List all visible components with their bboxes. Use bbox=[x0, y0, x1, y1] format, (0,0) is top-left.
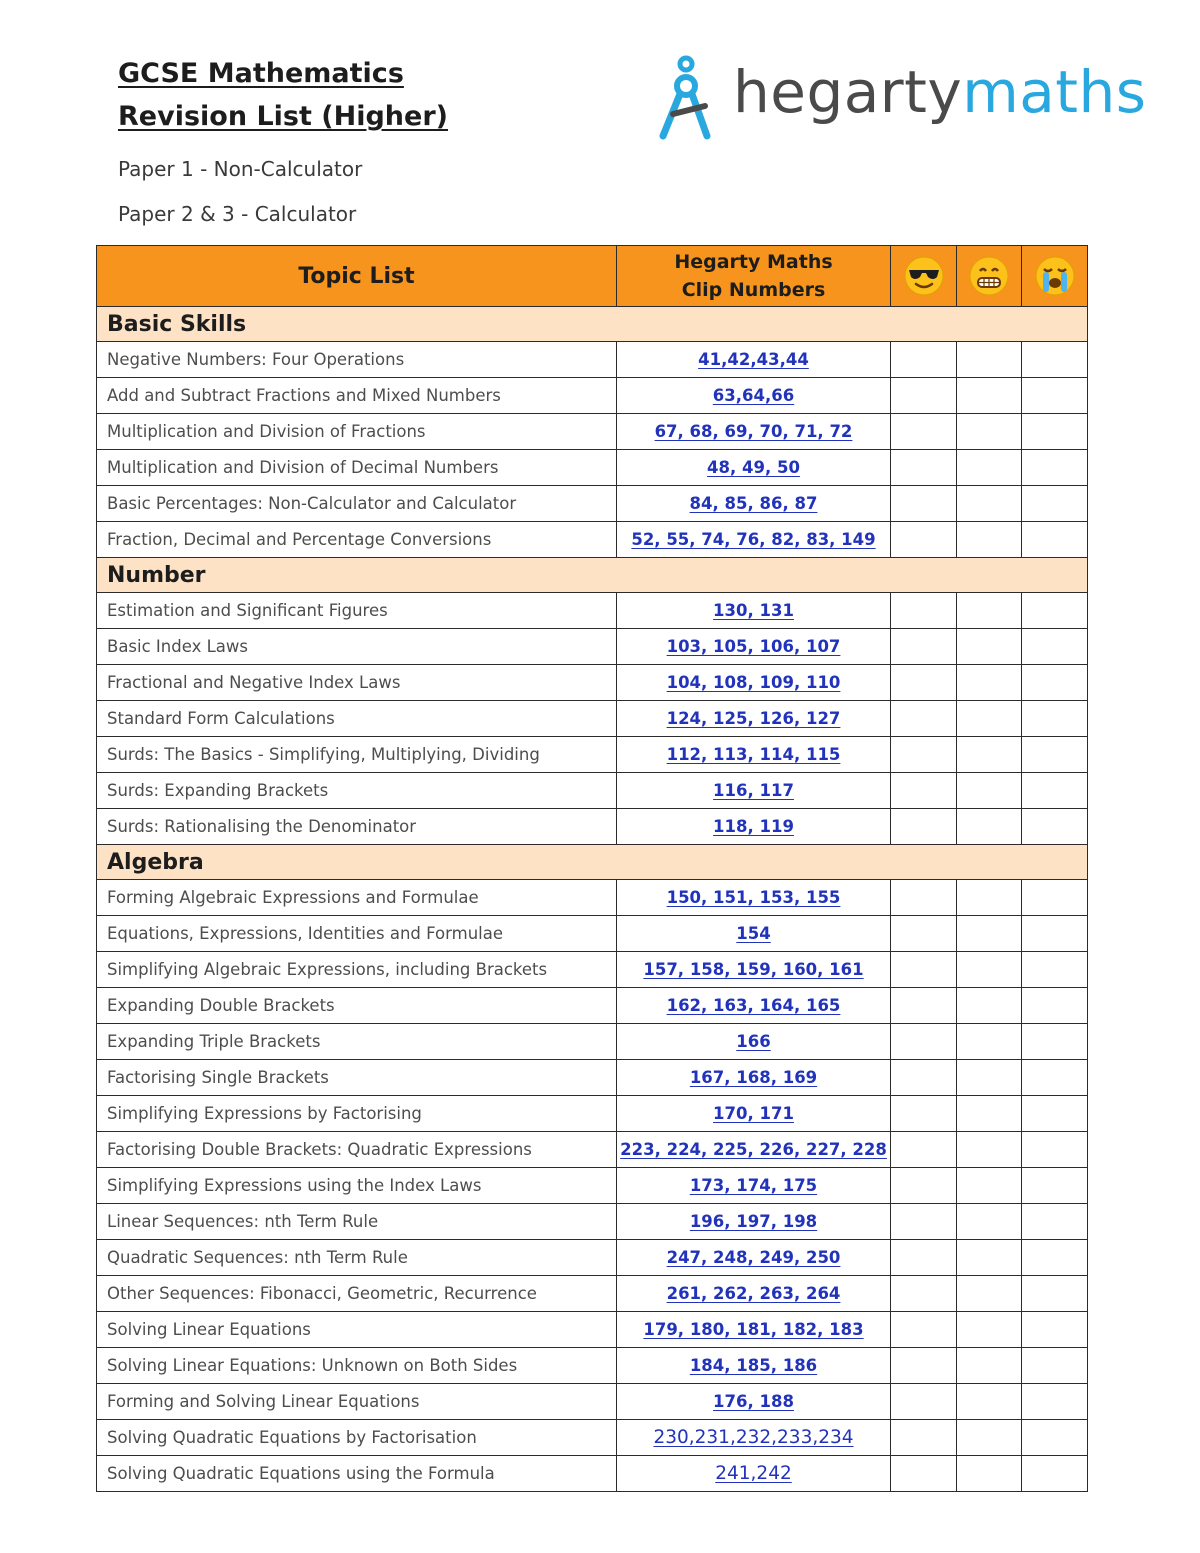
table-row bbox=[97, 1456, 1088, 1492]
clip-links[interactable]: 103, 105, 106, 107 bbox=[666, 637, 841, 656]
confident-checkbox-cell[interactable] bbox=[891, 916, 957, 952]
topic-list-header: Topic List bbox=[97, 246, 617, 307]
table-row bbox=[97, 378, 1088, 414]
topic-cell: Expanding Triple Brackets bbox=[97, 1024, 617, 1060]
clip-links[interactable]: 230,231,232,233,234 bbox=[653, 1427, 854, 1448]
clip-links[interactable]: 52, 55, 74, 76, 82, 83, 149 bbox=[631, 530, 876, 549]
confident-checkbox-cell[interactable] bbox=[891, 701, 957, 737]
unsure-checkbox-cell[interactable] bbox=[957, 809, 1022, 845]
struggling-checkbox-cell[interactable] bbox=[1022, 1060, 1088, 1096]
clip-links[interactable]: 118, 119 bbox=[713, 817, 794, 836]
confident-checkbox-cell[interactable] bbox=[891, 737, 957, 773]
clip-links[interactable]: 167, 168, 169 bbox=[689, 1068, 818, 1087]
clip-numbers-cell[interactable] bbox=[617, 629, 891, 665]
clip-links[interactable]: 176, 188 bbox=[713, 1392, 794, 1411]
table-row bbox=[97, 450, 1088, 486]
unsure-checkbox-cell[interactable] bbox=[957, 1420, 1022, 1456]
table-body bbox=[97, 307, 1088, 1492]
struggling-checkbox-cell[interactable] bbox=[1022, 1204, 1088, 1240]
table-row bbox=[97, 414, 1088, 450]
topic-cell: Simplifying Algebraic Expressions, including Brackets bbox=[97, 952, 617, 988]
topic-cell: Factorising Single Brackets bbox=[97, 1060, 617, 1096]
clip-links[interactable]: 154 bbox=[736, 924, 771, 943]
topic-cell: Standard Form Calculations bbox=[97, 701, 617, 737]
topic-cell: Other Sequences: Fibonacci, Geometric, Recurrence bbox=[97, 1276, 617, 1312]
clip-links[interactable]: 104, 108, 109, 110 bbox=[666, 673, 841, 692]
confident-checkbox-cell[interactable] bbox=[891, 1276, 957, 1312]
unsure-checkbox-cell[interactable] bbox=[957, 522, 1022, 558]
clip-links[interactable]: 124, 125, 126, 127 bbox=[666, 709, 841, 728]
confident-checkbox-cell[interactable] bbox=[891, 773, 957, 809]
struggling-checkbox-cell[interactable] bbox=[1022, 1240, 1088, 1276]
clip-links[interactable]: 48, 49, 50 bbox=[707, 458, 800, 477]
topic-cell: Basic Percentages: Non-Calculator and Calculator bbox=[97, 486, 617, 522]
table-row bbox=[97, 952, 1088, 988]
clip-links[interactable]: 130, 131 bbox=[713, 601, 794, 620]
clip-numbers-cell[interactable] bbox=[617, 1204, 891, 1240]
confident-checkbox-cell[interactable] bbox=[891, 665, 957, 701]
table-row bbox=[97, 665, 1088, 701]
topic-cell: Add and Subtract Fractions and Mixed Numbers bbox=[97, 378, 617, 414]
table-row bbox=[97, 1348, 1088, 1384]
clip-links[interactable]: 247, 248, 249, 250 bbox=[666, 1248, 841, 1267]
clip-header-line-2: Clip Numbers bbox=[681, 279, 826, 301]
section-heading: Number bbox=[97, 558, 1088, 593]
clip-links[interactable]: 261, 262, 263, 264 bbox=[666, 1284, 841, 1303]
unsure-checkbox-cell[interactable] bbox=[957, 952, 1022, 988]
clip-links[interactable]: 157, 158, 159, 160, 161 bbox=[643, 960, 864, 979]
clip-numbers-cell[interactable] bbox=[617, 737, 891, 773]
confident-checkbox-cell[interactable] bbox=[891, 378, 957, 414]
struggling-checkbox-cell[interactable] bbox=[1022, 1132, 1088, 1168]
table-row bbox=[97, 1024, 1088, 1060]
confident-checkbox-cell[interactable] bbox=[891, 1456, 957, 1492]
table-row bbox=[97, 988, 1088, 1024]
clip-numbers-cell[interactable] bbox=[617, 1240, 891, 1276]
clip-numbers-cell[interactable] bbox=[617, 486, 891, 522]
clip-links[interactable]: 179, 180, 181, 182, 183 bbox=[643, 1320, 864, 1339]
topic-cell: Solving Linear Equations: Unknown on Both Sides bbox=[97, 1348, 617, 1384]
clip-numbers-cell[interactable] bbox=[617, 1168, 891, 1204]
unsure-checkbox-cell[interactable] bbox=[957, 1456, 1022, 1492]
unsure-column-header bbox=[957, 246, 1022, 307]
clip-numbers-cell[interactable] bbox=[617, 593, 891, 629]
struggling-checkbox-cell[interactable] bbox=[1022, 450, 1088, 486]
clip-links[interactable]: 67, 68, 69, 70, 71, 72 bbox=[654, 422, 853, 441]
table-row bbox=[97, 1276, 1088, 1312]
clip-links[interactable]: 162, 163, 164, 165 bbox=[666, 996, 841, 1015]
topic-cell: Multiplication and Division of Decimal Numbers bbox=[97, 450, 617, 486]
clip-links[interactable]: 223, 224, 225, 226, 227, 228 bbox=[620, 1140, 887, 1159]
clip-numbers-cell[interactable] bbox=[617, 1420, 891, 1456]
confident-checkbox-cell[interactable] bbox=[891, 593, 957, 629]
table-row bbox=[97, 809, 1088, 845]
struggling-checkbox-cell[interactable] bbox=[1022, 522, 1088, 558]
paper-2-3-label: Paper 2 & 3 - Calculator bbox=[118, 202, 357, 226]
clip-numbers-cell[interactable] bbox=[617, 773, 891, 809]
struggling-checkbox-cell[interactable] bbox=[1022, 952, 1088, 988]
confident-checkbox-cell[interactable] bbox=[891, 952, 957, 988]
table-row bbox=[97, 1312, 1088, 1348]
compass-figure-icon bbox=[655, 52, 717, 140]
topic-cell: Equations, Expressions, Identities and Formulae bbox=[97, 916, 617, 952]
struggling-checkbox-cell[interactable] bbox=[1022, 1420, 1088, 1456]
hegartymaths-logo bbox=[655, 50, 1147, 142]
topic-cell: Forming and Solving Linear Equations bbox=[97, 1384, 617, 1420]
table-row bbox=[97, 522, 1088, 558]
clip-numbers-cell[interactable] bbox=[617, 988, 891, 1024]
clip-numbers-cell[interactable] bbox=[617, 1024, 891, 1060]
clip-links[interactable]: 184, 185, 186 bbox=[689, 1356, 818, 1375]
clip-links[interactable]: 41,42,43,44 bbox=[698, 350, 809, 369]
struggling-checkbox-cell[interactable] bbox=[1022, 1168, 1088, 1204]
topic-cell: Multiplication and Division of Fractions bbox=[97, 414, 617, 450]
clip-numbers-cell[interactable] bbox=[617, 1276, 891, 1312]
topic-cell: Simplifying Expressions by Factorising bbox=[97, 1096, 617, 1132]
struggling-checkbox-cell[interactable] bbox=[1022, 1456, 1088, 1492]
struggling-checkbox-cell[interactable] bbox=[1022, 414, 1088, 450]
confident-checkbox-cell[interactable] bbox=[891, 450, 957, 486]
paper-1-label: Paper 1 - Non-Calculator bbox=[118, 157, 363, 181]
table-row bbox=[97, 629, 1088, 665]
clip-numbers-cell[interactable] bbox=[617, 809, 891, 845]
confident-checkbox-cell[interactable] bbox=[891, 1348, 957, 1384]
topic-cell: Solving Linear Equations bbox=[97, 1312, 617, 1348]
confident-column-header bbox=[891, 246, 957, 307]
unsure-checkbox-cell[interactable] bbox=[957, 988, 1022, 1024]
unsure-checkbox-cell[interactable] bbox=[957, 737, 1022, 773]
unsure-checkbox-cell[interactable] bbox=[957, 1204, 1022, 1240]
unsure-checkbox-cell[interactable] bbox=[957, 414, 1022, 450]
table-row bbox=[97, 1060, 1088, 1096]
clip-links[interactable]: 150, 151, 153, 155 bbox=[666, 888, 841, 907]
struggling-checkbox-cell[interactable] bbox=[1022, 593, 1088, 629]
table-row bbox=[97, 701, 1088, 737]
table-row bbox=[97, 486, 1088, 522]
clip-numbers-cell[interactable] bbox=[617, 1312, 891, 1348]
unsure-checkbox-cell[interactable] bbox=[957, 773, 1022, 809]
unsure-checkbox-cell[interactable] bbox=[957, 593, 1022, 629]
clip-links[interactable]: 166 bbox=[736, 1032, 771, 1051]
struggling-checkbox-cell[interactable] bbox=[1022, 701, 1088, 737]
unsure-checkbox-cell[interactable] bbox=[957, 880, 1022, 916]
unsure-checkbox-cell[interactable] bbox=[957, 378, 1022, 414]
table-row bbox=[97, 1240, 1088, 1276]
unsure-checkbox-cell[interactable] bbox=[957, 450, 1022, 486]
struggling-checkbox-cell[interactable] bbox=[1022, 988, 1088, 1024]
clip-numbers-cell[interactable] bbox=[617, 342, 891, 378]
unsure-checkbox-cell[interactable] bbox=[957, 701, 1022, 737]
clip-links[interactable]: 241,242 bbox=[715, 1463, 792, 1484]
topic-cell: Simplifying Expressions using the Index Laws bbox=[97, 1168, 617, 1204]
unsure-checkbox-cell[interactable] bbox=[957, 1348, 1022, 1384]
topic-cell: Fraction, Decimal and Percentage Conversions bbox=[97, 522, 617, 558]
struggling-checkbox-cell[interactable] bbox=[1022, 1276, 1088, 1312]
table-row bbox=[97, 1168, 1088, 1204]
logo-word-hegarty: hegarty bbox=[733, 58, 963, 126]
topic-cell: Linear Sequences: nth Term Rule bbox=[97, 1204, 617, 1240]
topic-cell: Surds: Expanding Brackets bbox=[97, 773, 617, 809]
topic-cell: Estimation and Significant Figures bbox=[97, 593, 617, 629]
struggling-checkbox-cell[interactable] bbox=[1022, 486, 1088, 522]
confident-checkbox-cell[interactable] bbox=[891, 414, 957, 450]
unsure-checkbox-cell[interactable] bbox=[957, 1168, 1022, 1204]
table-row bbox=[97, 737, 1088, 773]
confident-checkbox-cell[interactable] bbox=[891, 1204, 957, 1240]
struggling-checkbox-cell[interactable] bbox=[1022, 1096, 1088, 1132]
section-heading: Algebra bbox=[97, 845, 1088, 880]
clip-numbers-header bbox=[617, 246, 891, 307]
revision-table bbox=[96, 245, 1088, 1492]
struggling-checkbox-cell[interactable] bbox=[1022, 809, 1088, 845]
topic-cell: Fractional and Negative Index Laws bbox=[97, 665, 617, 701]
confident-checkbox-cell[interactable] bbox=[891, 1384, 957, 1420]
topic-cell: Quadratic Sequences: nth Term Rule bbox=[97, 1240, 617, 1276]
clip-numbers-cell[interactable] bbox=[617, 701, 891, 737]
clip-links[interactable]: 116, 117 bbox=[713, 781, 794, 800]
grimacing-face-icon bbox=[968, 255, 1010, 297]
struggling-checkbox-cell[interactable] bbox=[1022, 773, 1088, 809]
section-row bbox=[97, 845, 1088, 880]
unsure-checkbox-cell[interactable] bbox=[957, 1276, 1022, 1312]
clip-numbers-cell[interactable] bbox=[617, 952, 891, 988]
unsure-checkbox-cell[interactable] bbox=[957, 1384, 1022, 1420]
table-row bbox=[97, 1384, 1088, 1420]
unsure-checkbox-cell[interactable] bbox=[957, 665, 1022, 701]
confident-checkbox-cell[interactable] bbox=[891, 1312, 957, 1348]
table-row bbox=[97, 1132, 1088, 1168]
clip-numbers-cell[interactable] bbox=[617, 1456, 891, 1492]
clip-numbers-cell[interactable] bbox=[617, 1096, 891, 1132]
sunglasses-face-icon bbox=[903, 255, 945, 297]
struggling-checkbox-cell[interactable] bbox=[1022, 342, 1088, 378]
confident-checkbox-cell[interactable] bbox=[891, 629, 957, 665]
confident-checkbox-cell[interactable] bbox=[891, 486, 957, 522]
clip-numbers-cell[interactable] bbox=[617, 1384, 891, 1420]
struggling-column-header bbox=[1022, 246, 1088, 307]
topic-cell: Surds: Rationalising the Denominator bbox=[97, 809, 617, 845]
confident-checkbox-cell[interactable] bbox=[891, 809, 957, 845]
table-row bbox=[97, 773, 1088, 809]
topic-cell: Expanding Double Brackets bbox=[97, 988, 617, 1024]
logo-word-maths: maths bbox=[962, 58, 1147, 126]
unsure-checkbox-cell[interactable] bbox=[957, 916, 1022, 952]
clip-numbers-cell[interactable] bbox=[617, 414, 891, 450]
document-title bbox=[118, 52, 448, 138]
topic-cell: Surds: The Basics - Simplifying, Multiplying, Dividing bbox=[97, 737, 617, 773]
unsure-checkbox-cell[interactable] bbox=[957, 1096, 1022, 1132]
struggling-checkbox-cell[interactable] bbox=[1022, 378, 1088, 414]
clip-numbers-cell[interactable] bbox=[617, 880, 891, 916]
table-row bbox=[97, 1096, 1088, 1132]
struggling-checkbox-cell[interactable] bbox=[1022, 1348, 1088, 1384]
section-row bbox=[97, 307, 1088, 342]
confident-checkbox-cell[interactable] bbox=[891, 1060, 957, 1096]
unsure-checkbox-cell[interactable] bbox=[957, 1024, 1022, 1060]
clip-links[interactable]: 173, 174, 175 bbox=[689, 1176, 818, 1195]
title-line-2: Revision List (Higher) bbox=[118, 101, 448, 132]
confident-checkbox-cell[interactable] bbox=[891, 880, 957, 916]
confident-checkbox-cell[interactable] bbox=[891, 1024, 957, 1060]
topic-cell: Solving Quadratic Equations using the Formula bbox=[97, 1456, 617, 1492]
struggling-checkbox-cell[interactable] bbox=[1022, 737, 1088, 773]
struggling-checkbox-cell[interactable] bbox=[1022, 1312, 1088, 1348]
clip-links[interactable]: 63,64,66 bbox=[712, 386, 795, 405]
confident-checkbox-cell[interactable] bbox=[891, 522, 957, 558]
topic-cell: Factorising Double Brackets: Quadratic Expressions bbox=[97, 1132, 617, 1168]
clip-links[interactable]: 170, 171 bbox=[713, 1104, 794, 1123]
confident-checkbox-cell[interactable] bbox=[891, 1096, 957, 1132]
confident-checkbox-cell[interactable] bbox=[891, 1240, 957, 1276]
table-header-row bbox=[97, 246, 1088, 307]
clip-numbers-cell[interactable] bbox=[617, 1132, 891, 1168]
clip-numbers-cell[interactable] bbox=[617, 916, 891, 952]
clip-header-line-1: Hegarty Maths bbox=[674, 251, 833, 273]
unsure-checkbox-cell[interactable] bbox=[957, 1312, 1022, 1348]
logo-wordmark bbox=[733, 56, 1146, 128]
table-row bbox=[97, 916, 1088, 952]
clip-numbers-cell[interactable] bbox=[617, 450, 891, 486]
table-row bbox=[97, 342, 1088, 378]
clip-numbers-cell[interactable] bbox=[617, 1060, 891, 1096]
table-row bbox=[97, 593, 1088, 629]
struggling-checkbox-cell[interactable] bbox=[1022, 1384, 1088, 1420]
topic-cell: Negative Numbers: Four Operations bbox=[97, 342, 617, 378]
clip-numbers-cell[interactable] bbox=[617, 378, 891, 414]
section-row bbox=[97, 558, 1088, 593]
topic-cell: Basic Index Laws bbox=[97, 629, 617, 665]
clip-links[interactable]: 196, 197, 198 bbox=[689, 1212, 818, 1231]
title-line-1: GCSE Mathematics bbox=[118, 58, 404, 89]
unsure-checkbox-cell[interactable] bbox=[957, 1132, 1022, 1168]
struggling-checkbox-cell[interactable] bbox=[1022, 916, 1088, 952]
confident-checkbox-cell[interactable] bbox=[891, 988, 957, 1024]
confident-checkbox-cell[interactable] bbox=[891, 1132, 957, 1168]
table-row bbox=[97, 1420, 1088, 1456]
clip-links[interactable]: 112, 113, 114, 115 bbox=[666, 745, 841, 764]
unsure-checkbox-cell[interactable] bbox=[957, 342, 1022, 378]
struggling-checkbox-cell[interactable] bbox=[1022, 665, 1088, 701]
topic-cell: Solving Quadratic Equations by Factorisation bbox=[97, 1420, 617, 1456]
unsure-checkbox-cell[interactable] bbox=[957, 486, 1022, 522]
confident-checkbox-cell[interactable] bbox=[891, 1168, 957, 1204]
crying-face-icon bbox=[1034, 255, 1076, 297]
unsure-checkbox-cell[interactable] bbox=[957, 1240, 1022, 1276]
struggling-checkbox-cell[interactable] bbox=[1022, 1024, 1088, 1060]
topic-cell: Forming Algebraic Expressions and Formulae bbox=[97, 880, 617, 916]
confident-checkbox-cell[interactable] bbox=[891, 1420, 957, 1456]
table-row bbox=[97, 1204, 1088, 1240]
confident-checkbox-cell[interactable] bbox=[891, 342, 957, 378]
unsure-checkbox-cell[interactable] bbox=[957, 1060, 1022, 1096]
section-heading: Basic Skills bbox=[97, 307, 1088, 342]
struggling-checkbox-cell[interactable] bbox=[1022, 880, 1088, 916]
clip-numbers-cell[interactable] bbox=[617, 522, 891, 558]
clip-numbers-cell[interactable] bbox=[617, 1348, 891, 1384]
clip-links[interactable]: 84, 85, 86, 87 bbox=[689, 494, 818, 513]
clip-numbers-cell[interactable] bbox=[617, 665, 891, 701]
unsure-checkbox-cell[interactable] bbox=[957, 629, 1022, 665]
table-row bbox=[97, 880, 1088, 916]
struggling-checkbox-cell[interactable] bbox=[1022, 629, 1088, 665]
